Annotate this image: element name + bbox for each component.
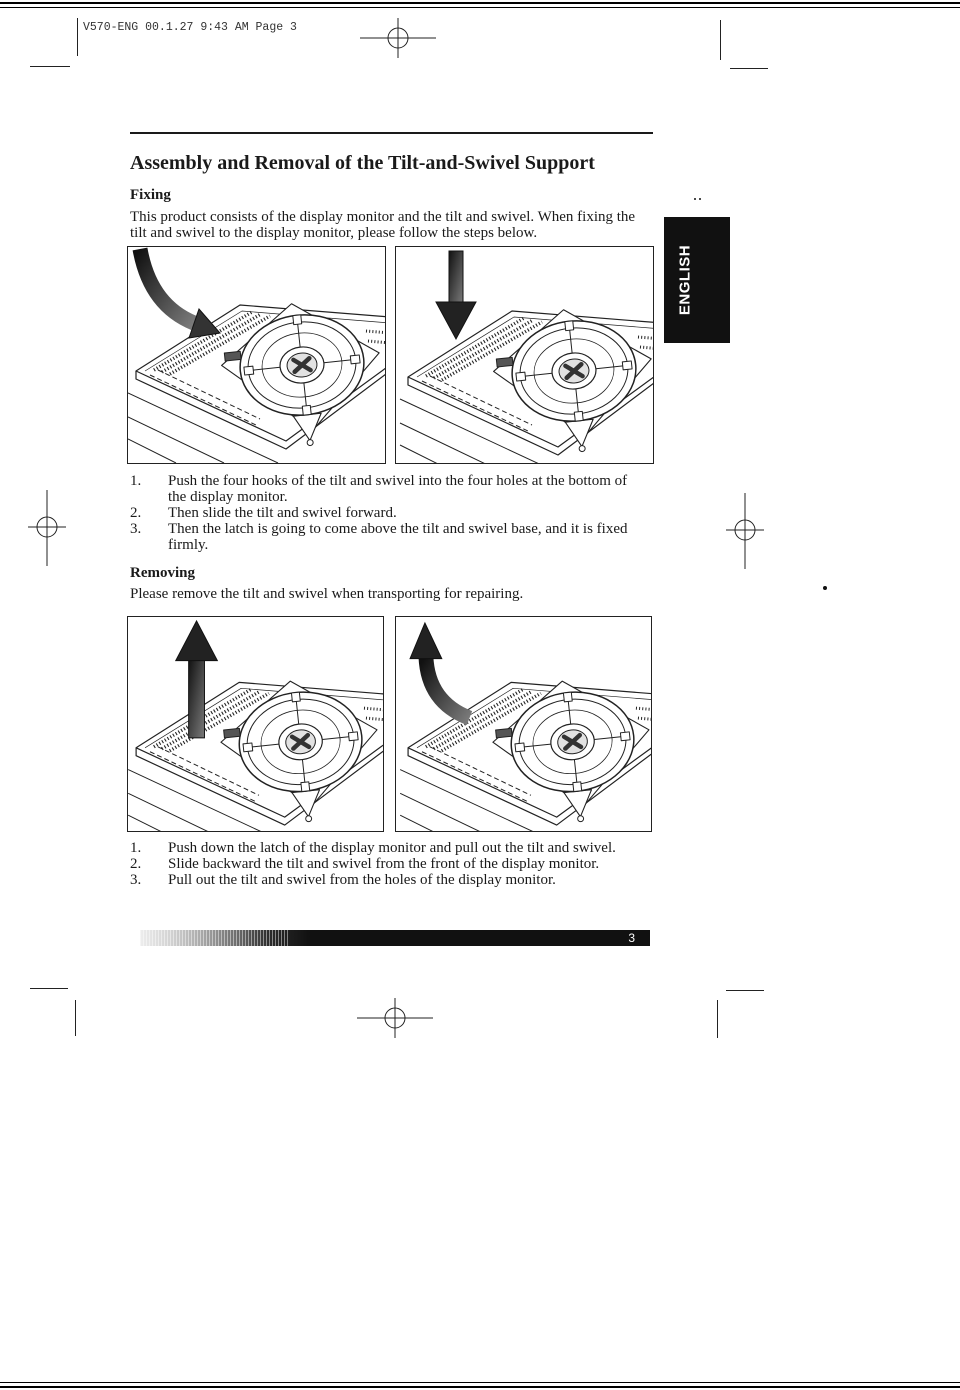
- removing-steps: [130, 840, 650, 888]
- monitor-base-drawing: [128, 673, 383, 831]
- registration-mark-icon: [724, 491, 768, 571]
- scan-speck: [694, 198, 696, 200]
- scan-border-top-thick: [0, 2, 960, 4]
- removing-heading: Removing: [130, 565, 195, 581]
- footer-bar: [140, 930, 650, 946]
- curved-arrow-icon: [140, 249, 220, 338]
- step-text: Then slide the tilt and swivel forward.: [168, 505, 397, 521]
- page-number: 3: [628, 931, 635, 945]
- step-text: Push the four hooks of the tilt and swivel into the four holes at the bottom of the display monitor.: [168, 473, 628, 505]
- scan-border-bottom-thick: [0, 1386, 960, 1388]
- curved-arrow-icon: [410, 623, 469, 718]
- crop-mark: [77, 18, 78, 56]
- language-tab-label: ENGLISH: [676, 244, 694, 316]
- language-tab: [664, 217, 730, 343]
- list-item: [130, 521, 650, 553]
- print-slug: V570-ENG 00.1.27 9:43 AM Page 3: [83, 21, 297, 34]
- scan-speck: [699, 198, 701, 200]
- crop-mark: [30, 988, 68, 989]
- step-text: Pull out the tilt and swivel from the holes of the display monitor.: [168, 872, 556, 888]
- fixing-figure-insert: [127, 246, 386, 464]
- step-text: Slide backward the tilt and swivel from the front of the display monitor.: [168, 856, 600, 872]
- removing-intro: Please remove the tilt and swivel when transporting for repairing.: [130, 586, 524, 602]
- crop-mark: [717, 1000, 718, 1038]
- page-title: Assembly and Removal of the Tilt-and-Swivel Support: [130, 152, 595, 174]
- list-item: [130, 505, 650, 521]
- section-divider: [130, 132, 653, 134]
- list-item: [130, 856, 650, 872]
- step-number: 3.: [130, 521, 142, 537]
- footer-bar-texture: [140, 930, 290, 946]
- crop-mark: [730, 68, 768, 69]
- step-number: 2.: [130, 856, 142, 872]
- crop-mark: [720, 20, 721, 60]
- removing-figure-pull-drawing: [396, 617, 651, 831]
- removing-figure-lift: [127, 616, 384, 832]
- list-item: [130, 872, 650, 888]
- down-arrow-icon: [436, 251, 476, 339]
- fixing-figure-insert-drawing: [128, 247, 385, 463]
- fixing-figure-slide: [395, 246, 654, 464]
- list-item: [130, 840, 650, 856]
- removing-figure-pull: [395, 616, 652, 832]
- registration-mark-icon: [358, 16, 438, 60]
- monitor-base-drawing: [128, 295, 385, 463]
- registration-mark-icon: [355, 996, 435, 1040]
- step-number: 3.: [130, 872, 142, 888]
- fixing-intro: This product consists of the display monitor and the tilt and swivel. When fixing the tilt and swivel to the display monitor, please follow the steps below.: [130, 209, 636, 241]
- scan-speck: [823, 586, 827, 590]
- step-text: Push down the latch of the display monitor and pull out the tilt and swivel.: [168, 840, 616, 856]
- fixing-figure-slide-drawing: [396, 247, 653, 463]
- crop-mark: [30, 66, 70, 67]
- crop-mark: [75, 1000, 76, 1036]
- fixing-heading: Fixing: [130, 187, 171, 203]
- list-item: [130, 473, 650, 505]
- step-number: 1.: [130, 473, 142, 489]
- registration-mark-icon: [26, 488, 70, 568]
- scan-border-bottom-thin: [0, 1382, 960, 1383]
- crop-mark: [726, 990, 764, 991]
- fixing-steps: [130, 473, 650, 553]
- step-number: 2.: [130, 505, 142, 521]
- removing-figure-lift-drawing: [128, 617, 383, 831]
- scan-border-top-thin: [0, 7, 960, 8]
- step-number: 1.: [130, 840, 142, 856]
- step-text: Then the latch is going to come above the tilt and swivel base, and it is fixed firmly.: [168, 521, 628, 553]
- monitor-base-drawing: [400, 301, 653, 463]
